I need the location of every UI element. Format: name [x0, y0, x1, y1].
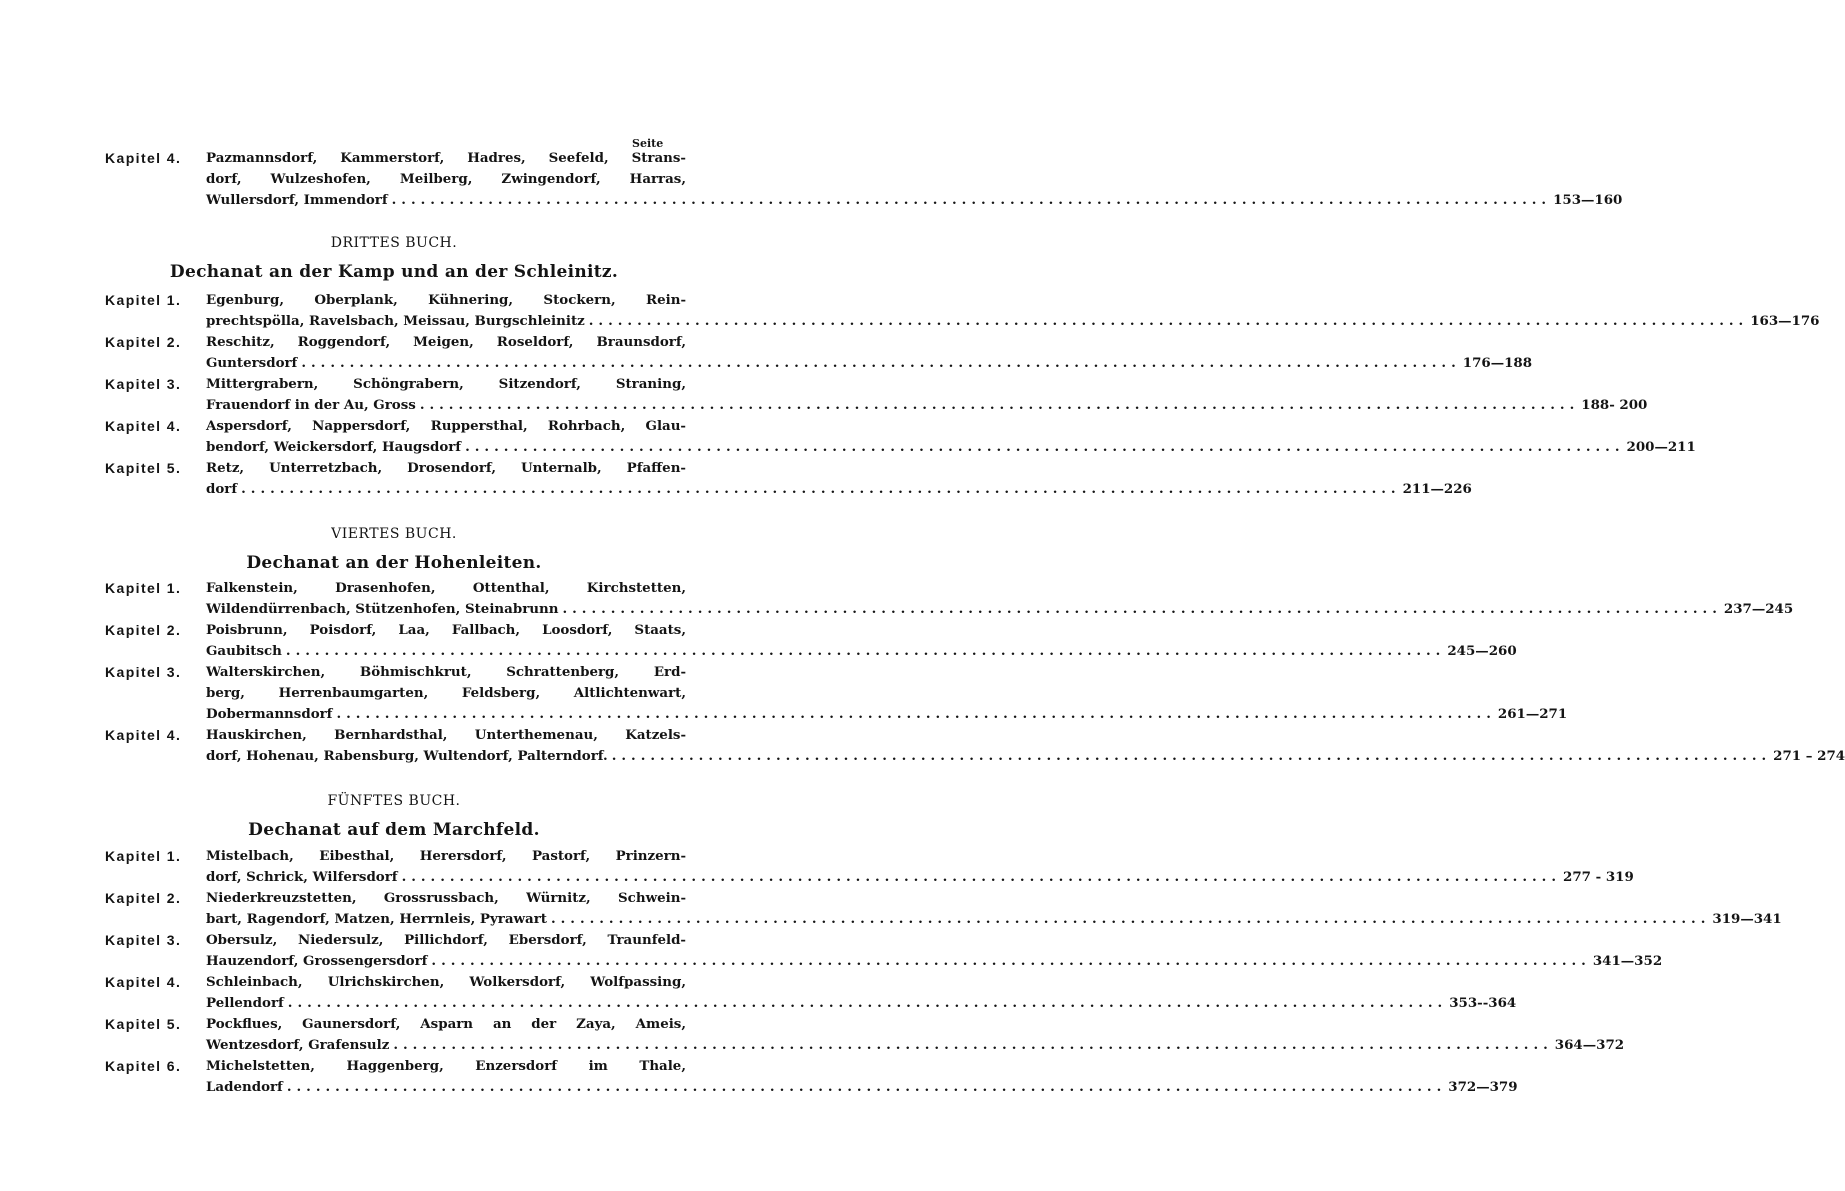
- kapitel-word: Kapitel: [105, 292, 162, 308]
- kapitel-label: [105, 332, 181, 353]
- leader-dots: ........................................................................................................................: [285, 643, 1446, 659]
- chapter-places: Pazmannsdorf, Kammerstorf, Hadres, Seefeld, Strans-: [206, 150, 686, 166]
- toc-line-last: [0, 479, 1472, 500]
- kapitel-number: 5.: [166, 460, 182, 476]
- toc-line-last: [0, 353, 1533, 374]
- chapter-places: Gaubitsch: [206, 643, 282, 659]
- leader-dots: ........................................................................................................................: [393, 1037, 1553, 1053]
- toc-line: [0, 888, 840, 909]
- chapter-places: Ladendorf: [206, 1079, 283, 1095]
- kapitel-label: [105, 290, 181, 311]
- chapter-places: Egenburg, Oberplank, Kühnering, Stockern, Rein-: [206, 292, 686, 308]
- chapter-last-line: [206, 395, 1648, 416]
- toc-line: [0, 1056, 840, 1077]
- page-range: 211—226: [1402, 481, 1472, 497]
- page-range: 364—372: [1554, 1037, 1625, 1053]
- leader-dots: ........................................................................................................................: [431, 953, 1591, 969]
- kapitel-number: 1.: [166, 292, 182, 308]
- leader-dots: ........................................................................................................................: [465, 439, 1625, 455]
- page-range: 237—245: [1723, 601, 1794, 617]
- toc-line: [0, 578, 840, 599]
- leader-dots: ........................................................................................................................: [391, 192, 1552, 208]
- kapitel-label: [105, 148, 181, 169]
- chapter-last-line: [206, 746, 1845, 767]
- page-range: 188- 200: [1581, 397, 1648, 413]
- chapter-places: Wildendürrenbach, Stützenhofen, Steinabrunn: [206, 601, 559, 617]
- toc-line: [0, 148, 840, 169]
- chapter-last-line: [206, 704, 1568, 725]
- chapter-last-line: [206, 867, 1634, 888]
- chapter-last-line: [206, 190, 1623, 211]
- page-range: 319—341: [1712, 911, 1782, 927]
- leader-dots: ........................................................................................................................: [588, 313, 1749, 329]
- kapitel-word: Kapitel: [105, 974, 162, 990]
- chapter-places: bendorf, Weickersdorf, Haugsdorf: [206, 439, 462, 455]
- kapitel-word: Kapitel: [105, 890, 162, 906]
- toc-line-last: [0, 909, 1782, 930]
- seite-label: Seite: [632, 137, 664, 150]
- kapitel-number: 3.: [166, 932, 182, 948]
- kapitel-label: [105, 1014, 181, 1035]
- chapter-places: Hauskirchen, Bernhardsthal, Unterthemenau, Katzels-: [206, 727, 686, 743]
- chapter-last-line: [206, 599, 1794, 620]
- kapitel-label: [105, 620, 181, 641]
- kapitel-number: 2.: [166, 334, 182, 350]
- leader-dots: ........................................................................................................................: [301, 355, 1461, 371]
- page-range: 372—379: [1448, 1079, 1518, 1095]
- kapitel-number: 6.: [166, 1058, 182, 1074]
- chapter-places: bart, Ragendorf, Matzen, Herrnleis, Pyrawart: [206, 911, 547, 927]
- page-range: 261—271: [1497, 706, 1568, 722]
- chapter-places: Niederkreuzstetten, Grossrussbach, Würnitz, Schwein-: [206, 890, 686, 906]
- book-title-viertes: VIERTES BUCH.: [331, 526, 457, 542]
- toc-line: [0, 683, 840, 704]
- toc-line-last: [0, 395, 1648, 416]
- chapter-last-line: [206, 479, 1472, 500]
- kapitel-number: 2.: [166, 622, 182, 638]
- chapter-places: Reschitz, Roggendorf, Meigen, Roseldorf, Braunsdorf,: [206, 334, 686, 350]
- kapitel-number: 4.: [166, 974, 182, 990]
- kapitel-number: 5.: [166, 1016, 182, 1032]
- toc-line-last: [0, 867, 1634, 888]
- page-range: 200—211: [1626, 439, 1696, 455]
- chapter-last-line: [206, 909, 1782, 930]
- chapter-places: Frauendorf in der Au, Gross: [206, 397, 416, 413]
- chapter-last-line: [206, 437, 1696, 458]
- toc-line-last: [0, 1077, 1518, 1098]
- kapitel-number: 3.: [166, 664, 182, 680]
- chapter-places: Schleinbach, Ulrichskirchen, Wolkersdorf, Wolfpassing,: [206, 974, 686, 990]
- chapter-places: prechtspölla, Ravelsbach, Meissau, Burgschleinitz: [206, 313, 585, 329]
- kapitel-label: [105, 972, 181, 993]
- book-title-fuenftes: FÜNFTES BUCH.: [327, 793, 461, 809]
- kapitel-number: 3.: [166, 376, 182, 392]
- kapitel-word: Kapitel: [105, 932, 162, 948]
- kapitel-word: Kapitel: [105, 848, 162, 864]
- kapitel-word: Kapitel: [105, 664, 162, 680]
- leader-dots: ........................................................................................................................: [611, 748, 1772, 764]
- kapitel-label: [105, 1056, 181, 1077]
- kapitel-word: Kapitel: [105, 460, 162, 476]
- toc-line: [0, 725, 840, 746]
- kapitel-label: [105, 458, 181, 479]
- toc-line: [0, 662, 840, 683]
- kapitel-label: [105, 416, 181, 437]
- chapter-places: Poisbrunn, Poisdorf, Laa, Fallbach, Loosdorf, Staats,: [206, 622, 686, 638]
- toc-line: [0, 930, 840, 951]
- page-range: 341—352: [1592, 953, 1663, 969]
- chapter-places: Pellendorf: [206, 995, 284, 1011]
- chapter-places: dorf, Hohenau, Rabensburg, Wultendorf, Palterndorf.: [206, 748, 608, 764]
- chapter-last-line: [206, 353, 1533, 374]
- toc-line-last: [0, 993, 1517, 1014]
- chapter-last-line: [206, 311, 1820, 332]
- kapitel-number: 4.: [166, 150, 182, 166]
- toc-line: [0, 620, 840, 641]
- toc-line-last: [0, 1035, 1625, 1056]
- page-range: 353--364: [1449, 995, 1517, 1011]
- toc-line: [0, 290, 840, 311]
- leader-dots: ........................................................................................................................: [286, 1079, 1447, 1095]
- dechanat-heading-hohenleiten: Dechanat an der Hohenleiten.: [246, 553, 542, 573]
- chapter-places: Mittergrabern, Schöngrabern, Sitzendorf, Straning,: [206, 376, 686, 392]
- kapitel-number: 4.: [166, 727, 182, 743]
- leader-dots: ........................................................................................................................: [419, 397, 1580, 413]
- dechanat-heading-kamp: Dechanat an der Kamp und an der Schleinitz.: [169, 262, 619, 282]
- page-range: 163—176: [1750, 313, 1820, 329]
- chapter-places: dorf, Schrick, Wilfersdorf: [206, 869, 398, 885]
- toc-line: [0, 374, 840, 395]
- kapitel-word: Kapitel: [105, 1016, 162, 1032]
- kapitel-label: [105, 374, 181, 395]
- kapitel-word: Kapitel: [105, 376, 162, 392]
- toc-line-last: [0, 437, 1696, 458]
- chapter-places: Wentzesdorf, Grafensulz: [206, 1037, 390, 1053]
- intro-chapter-block: [0, 148, 1623, 211]
- chapter-places: Aspersdorf, Nappersdorf, Ruppersthal, Rohrbach, Glau-: [206, 418, 686, 434]
- chapter-list-viertes: [0, 578, 1845, 767]
- toc-line: [0, 846, 840, 867]
- kapitel-label: [105, 888, 181, 909]
- leader-dots: ........................................................................................................................: [241, 481, 1401, 497]
- toc-line-last: [0, 641, 1517, 662]
- kapitel-word: Kapitel: [105, 727, 162, 743]
- kapitel-label: [105, 725, 181, 746]
- leader-dots: ........................................................................................................................: [336, 706, 1496, 722]
- chapter-last-line: [206, 641, 1517, 662]
- kapitel-number: 2.: [166, 890, 182, 906]
- kapitel-word: Kapitel: [105, 418, 162, 434]
- chapter-last-line: [206, 1077, 1518, 1098]
- chapter-places: dorf: [206, 481, 238, 497]
- chapter-places: dorf, Wulzeshofen, Meilberg, Zwingendorf, Harras,: [206, 171, 686, 187]
- kapitel-word: Kapitel: [105, 150, 162, 166]
- toc-line: [0, 416, 840, 437]
- page-range: 153—160: [1553, 192, 1623, 208]
- chapter-list-fuenftes: [0, 846, 1782, 1098]
- toc-line: [0, 332, 840, 353]
- chapter-places: Hauzendorf, Grossengersdorf: [206, 953, 428, 969]
- leader-dots: ........................................................................................................................: [287, 995, 1448, 1011]
- toc-line: [0, 972, 840, 993]
- kapitel-label: [105, 930, 181, 951]
- kapitel-word: Kapitel: [105, 622, 162, 638]
- chapter-places: Michelstetten, Haggenberg, Enzersdorf im Thale,: [206, 1058, 686, 1074]
- page-range: 271 – 274: [1773, 748, 1845, 764]
- leader-dots: ........................................................................................................................: [401, 869, 1561, 885]
- leader-dots: ........................................................................................................................: [550, 911, 1711, 927]
- kapitel-number: 1.: [166, 848, 182, 864]
- chapter-places: berg, Herrenbaumgarten, Feldsberg, Altlichtenwart,: [206, 685, 686, 701]
- chapter-places: Pockflues, Gaunersdorf, Asparn an der Zaya, Ameis,: [206, 1016, 686, 1032]
- dechanat-heading-marchfeld: Dechanat auf dem Marchfeld.: [248, 820, 540, 840]
- kapitel-label: [105, 846, 181, 867]
- page-range: 245—260: [1447, 643, 1517, 659]
- toc-line-last: [0, 190, 1623, 211]
- toc-line-last: [0, 746, 1845, 767]
- page-range: 176—188: [1462, 355, 1533, 371]
- chapter-places: Guntersdorf: [206, 355, 298, 371]
- chapter-places: Walterskirchen, Böhmischkrut, Schrattenberg, Erd-: [206, 664, 686, 680]
- chapter-places: Retz, Unterretzbach, Drosendorf, Unternalb, Pfaffen-: [206, 460, 686, 476]
- kapitel-number: 4.: [166, 418, 182, 434]
- kapitel-label: [105, 662, 181, 683]
- chapter-places: Mistelbach, Eibesthal, Herersdorf, Pastorf, Prinzern-: [206, 848, 686, 864]
- chapter-last-line: [206, 993, 1517, 1014]
- chapter-places: Wullersdorf, Immendorf: [206, 192, 388, 208]
- chapter-places: Dobermannsdorf: [206, 706, 333, 722]
- kapitel-label: [105, 578, 181, 599]
- kapitel-word: Kapitel: [105, 1058, 162, 1074]
- toc-line-last: [0, 704, 1568, 725]
- chapter-last-line: [206, 1035, 1625, 1056]
- chapter-list-drittes: [0, 290, 1820, 500]
- chapter-places: Falkenstein, Drasenhofen, Ottenthal, Kirchstetten,: [206, 580, 686, 596]
- toc-line: [0, 169, 840, 190]
- toc-line: [0, 458, 840, 479]
- chapter-places: Obersulz, Niedersulz, Pillichdorf, Ebersdorf, Traunfeld-: [206, 932, 686, 948]
- toc-line-last: [0, 599, 1794, 620]
- kapitel-word: Kapitel: [105, 580, 162, 596]
- chapter-last-line: [206, 951, 1663, 972]
- toc-line-last: [0, 311, 1820, 332]
- book-title-drittes: DRITTES BUCH.: [330, 235, 458, 251]
- page-range: 277 - 319: [1563, 869, 1634, 885]
- toc-line-last: [0, 951, 1663, 972]
- kapitel-number: 1.: [166, 580, 182, 596]
- kapitel-word: Kapitel: [105, 334, 162, 350]
- toc-line: [0, 1014, 840, 1035]
- leader-dots: ........................................................................................................................: [562, 601, 1722, 617]
